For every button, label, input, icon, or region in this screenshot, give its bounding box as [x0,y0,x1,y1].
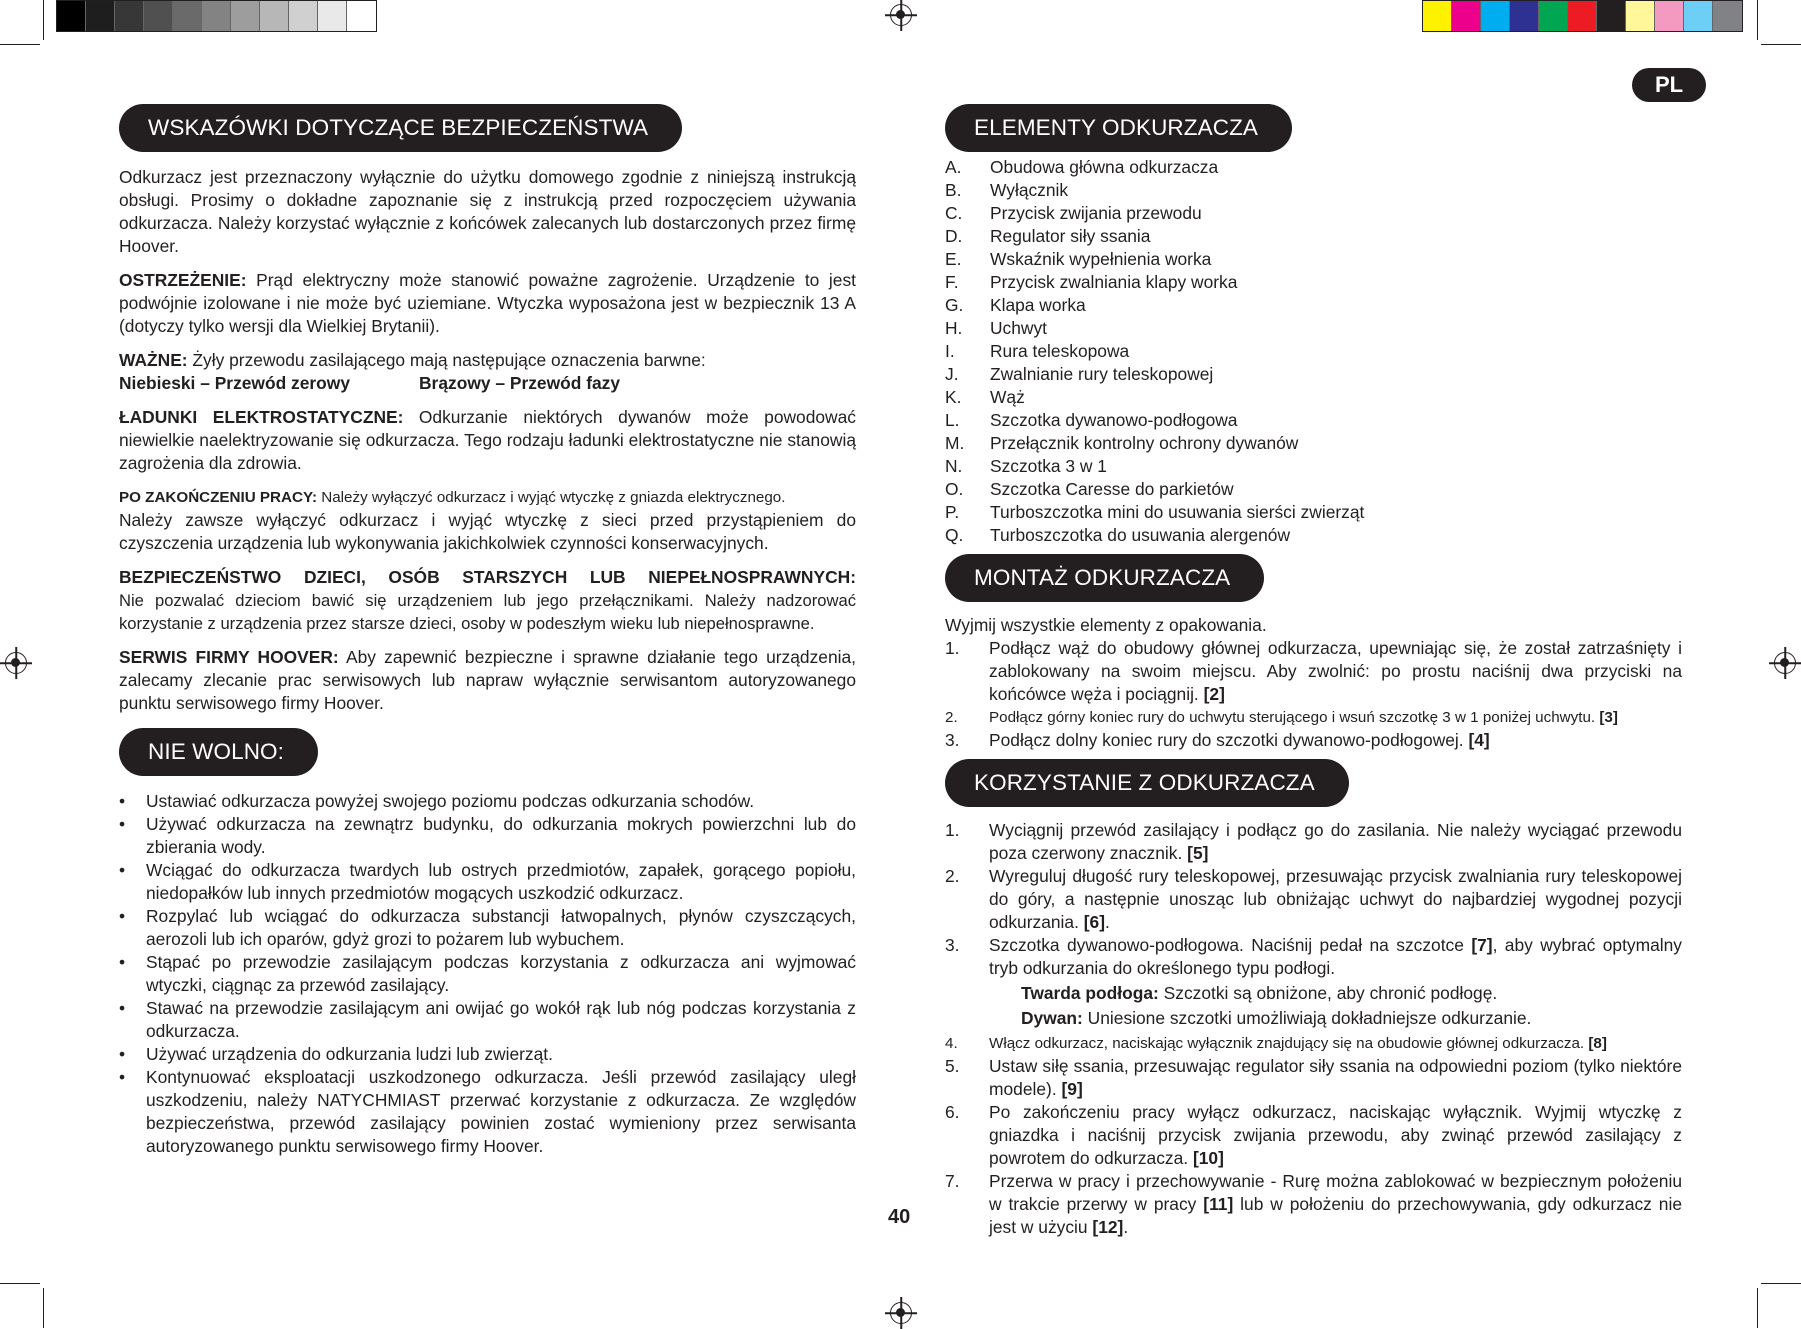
list-item [945,478,1682,501]
item-text: Rura teleskopowa [990,341,1130,361]
list-item [945,865,1682,934]
swatch [347,1,376,31]
step-text [989,1032,1682,1055]
step-number: 3. [945,730,960,750]
list-item-text: Stąpać po przewodzie zasilającym podczas korzystania z odkurzacza ani wyjmować wtyczki, ciągnąc za przewód zasilający. [146,952,856,995]
list-item [945,248,1682,271]
step-number: 1. [945,638,960,658]
list-item [945,432,1682,455]
item-key: P. [945,502,960,522]
swatch [144,1,173,31]
dont-heading: NIE WOLNO: [119,728,318,776]
step-number: 3. [945,935,960,955]
crop-mark [43,0,44,40]
safety-heading: WSKAZÓWKI DOTYCZĄCE BEZPIECZEŃSTWA [119,104,682,152]
list-item [945,729,1682,752]
list-item [119,1066,856,1158]
right-column [945,104,1682,1239]
step-body: Podłącz wąż do obudowy głównej odkurzacza, upewniając się, że został zatrzaśnięty i zablokowany na swoim miejscu. Aby zwolnić: po prostu naciśnij dwa przyciski na końcówce węża i pociągnij. [989,638,1682,704]
service-paragraph [119,646,856,715]
item-text: Zwalnianie rury teleskopowej [990,364,1214,384]
list-item-text: Używać odkurzacza na zewnątrz budynku, do odkurzania mokrych powierzchni lub do zbierania wody. [146,814,856,857]
list-item [119,905,856,951]
item-key: F. [945,272,959,292]
important-paragraph [119,349,856,372]
crop-mark [1757,0,1758,40]
cmyk-color-bar [1422,0,1743,32]
item-key: J. [945,364,959,384]
static-label: ŁADUNKI ELEKTROSTATYCZNE: [119,407,404,427]
swatch [1481,1,1510,31]
left-column [119,104,856,1158]
item-text: Turboszczotka do usuwania alergenów [990,525,1290,545]
step-text [989,819,1682,865]
crop-mark [0,44,40,45]
carpet-text: Uniesione szczotki umożliwiają dokładniejsze odkurzanie. [1082,1008,1532,1028]
step-body-cont: lub w położeniu do przechowywania, gdy odkurzacz nie jest w użyciu [989,1194,1682,1237]
item-key: L. [945,410,960,430]
step-body: Podłącz górny koniec rury do uchwytu sterującego i wsuń szczotkę 3 w 1 poniżej uchwytu. [989,709,1600,726]
list-item [945,156,1682,179]
service-text: Aby zapewnić bezpieczne i sprawne działanie tego urządzenia, zalecamy zlecanie prac serwisowych lub napraw wyłącznie serwisantom autoryzowanego punktu serwisowego firmy Hoover. [119,647,857,713]
bullet: • [119,814,126,834]
crop-mark [1761,44,1801,45]
bullet: • [119,1044,126,1064]
swatch [1684,1,1713,31]
elements-list [945,156,1682,547]
step-number: 5. [945,1056,960,1076]
bullet: • [119,998,126,1018]
warning-text: Prąd elektryczny może stanowić poważne zagrożenie. Urządzenie to jest podwójnie izolowane i nie może być uziemiane. Wtyczka wyposażona jest w bezpiecznik 13 A (dotyczy tylko wersji dla Wielkiej Brytanii). [119,270,856,336]
swatch [1539,1,1568,31]
item-text: Przycisk zwijania przewodu [990,203,1202,223]
item-key: H. [945,318,963,338]
step-body: Szczotka dywanowo-podłogowa. Naciśnij pedał na szczotce [989,935,1472,955]
swatch [289,1,318,31]
carpet-note [945,1007,1682,1030]
step-body: Po zakończeniu pracy wyłącz odkurzacz, naciskając wyłącznik. Wyjmij wtyczkę z gniazdka i naciśnij przycisk zwijania przewodu, aby zwinąć przewód zasilający z powrotem do odkurzacza. [989,1102,1682,1168]
important-text: Żyły przewodu zasilającego mają następujące oznaczenia barwne: [187,350,706,370]
item-key: E. [945,249,962,269]
swatch [57,1,86,31]
list-item-text: Ustawiać odkurzacza powyżej swojego poziomu podczas odkurzania schodów. [146,791,755,811]
step-number: 1. [945,820,960,840]
step-number: 2. [945,866,960,886]
step-body: Podłącz dolny koniec rury do szczotki dywanowo-podłogowej. [989,730,1469,750]
step-text [989,637,1682,706]
item-text: Szczotka 3 w 1 [990,456,1107,476]
figure-ref: [9] [1061,1079,1083,1099]
list-item [945,706,1682,729]
usage-steps-cont [945,1032,1682,1239]
static-paragraph [119,406,856,475]
warning-label: OSTRZEŻENIE: [119,270,247,290]
item-text: Wąż [990,387,1025,407]
step-body: Wyciągnij przewód zasilający i podłącz go do zasilania. Nie należy wyciągać przewodu poza czerwony znacznik. [989,820,1682,863]
list-item [945,409,1682,432]
item-text: Przełącznik kontrolny ochrony dywanów [990,433,1299,453]
assembly-heading: MONTAŻ ODKURZACZA [945,554,1264,602]
step-body: Przerwa w pracy i przechowywanie - Rurę można zablokować w bezpiecznym położeniu w trakcie przerwy w pracy [989,1171,1682,1214]
registration-mark-icon [890,4,912,26]
list-item [945,1101,1682,1170]
item-key: M. [945,433,965,453]
step-number: 2. [945,709,958,726]
list-item [945,524,1682,547]
item-text: Przycisk zwalniania klapy worka [990,272,1238,292]
step-body: Włącz odkurzacz, naciskając wyłącznik znajdujący się na obudowie głównej odkurzacza. [989,1035,1589,1052]
item-text: Wyłącznik [990,180,1069,200]
figure-ref: [4] [1468,730,1490,750]
item-text: Wskaźnik wypełnienia worka [990,249,1212,269]
registration-mark-icon [1774,652,1796,674]
item-text: Obudowa główna odkurzacza [990,157,1219,177]
figure-ref: [7] [1471,935,1493,955]
children-label: BEZPIECZEŃSTWO DZIECI, OSÓB STARSZYCH LUB NIEPEŁNOSPRAWNYCH: [119,567,856,587]
swatch [86,1,115,31]
figure-ref: [3] [1599,709,1618,726]
list-item [945,934,1682,980]
step-number: 4. [945,1035,958,1052]
bullet: • [119,1067,126,1087]
grey-color-bar [56,0,377,32]
hard-floor-label: Twarda podłoga: [1021,983,1159,1003]
figure-ref: [2] [1203,684,1225,704]
item-text: Szczotka Caresse do parkietów [990,479,1234,499]
list-item [945,340,1682,363]
list-item [945,317,1682,340]
step-text [989,1055,1682,1101]
swatch [202,1,231,31]
after-use-text: Należy wyłączyć odkurzacz i wyjąć wtyczkę z gniazda elektrycznego. [317,489,786,506]
step-end: . [1105,912,1110,932]
item-key: G. [945,295,964,315]
list-item [945,294,1682,317]
list-item [945,501,1682,524]
wire-blue: Niebieski – Przewód zerowy [119,373,350,393]
swatch [1510,1,1539,31]
usage-heading: KORZYSTANIE Z ODKURZACZA [945,759,1349,807]
list-item [119,859,856,905]
list-item [945,386,1682,409]
swatch [318,1,347,31]
usage-steps [945,819,1682,980]
bullet: • [119,952,126,972]
list-item [945,202,1682,225]
list-item [945,225,1682,248]
list-item-text: Rozpylać lub wciągać do odkurzacza substancji łatwopalnych, płynów czyszczących, aerozoli lub ich oparów, gdyż grozi to pożarem lub wybuchem. [146,906,856,949]
assembly-intro: Wyjmij wszystkie elementy z opakowania. [945,615,1267,635]
registration-mark-icon [890,1302,912,1324]
after-use-text-2: Należy zawsze wyłączyć odkurzacz i wyjąć wtyczkę z sieci przed przystąpieniem do czyszczenia urządzenia lub wykonywania jakichkolwiek czynności konserwacyjnych. [119,510,856,553]
list-item [945,1032,1682,1055]
item-key: O. [945,479,964,499]
safety-intro: Odkurzacz jest przeznaczony wyłącznie do użytku domowego zgodnie z niniejszą instrukcją obsługi. Prosimy o dokładne zapoznanie się z instrukcją przed rozpoczęciem używania odkurzacza. Należy korzystać wyłącznie z końcówek zalecanych lub dostarczonych przez firmę Hoover. [119,167,856,256]
figure-ref: [10] [1192,1148,1224,1168]
list-item-text: Kontynuować eksploatacji uszkodzonego odkurzacza. Jeśli przewód zasilający uległ uszkodzeniu, należy NATYCHMIAST przerwać korzystanie z odkurzacza. Ze względów bezpieczeństwa, przewód zasilający powinien zostać wymieniony przez serwisanta autoryzowanego punktu serwisowego firmy Hoover. [146,1067,856,1156]
service-label: SERWIS FIRMY HOOVER: [119,647,339,667]
list-item [945,1055,1682,1101]
bullet: • [119,906,126,926]
swatch [173,1,202,31]
list-item [945,363,1682,386]
crop-mark [0,1283,40,1284]
language-badge: PL [1632,68,1706,102]
item-text: Uchwyt [990,318,1048,338]
list-item [119,813,856,859]
swatch [1452,1,1481,31]
figure-ref: [6] [1083,912,1106,932]
step-number: 6. [945,1102,960,1122]
item-text: Turboszczotka mini do usuwania sierści zwierząt [990,502,1365,522]
list-item [119,1043,856,1066]
list-item [945,271,1682,294]
swatch [1655,1,1684,31]
warning-paragraph [119,269,856,338]
swatch [231,1,260,31]
step-body: Wyreguluj długość rury teleskopowej, przesuwając przycisk zwalniania rury teleskopowej do góry, a następnie unosząc lub obniżając uchwyt do najbardziej wygodnej pozycji odkurzania. [989,866,1682,932]
item-key: A. [945,157,962,177]
list-item [945,819,1682,865]
step-end: . [1123,1217,1129,1237]
list-item [119,790,856,813]
list-item [119,951,856,997]
swatch [1713,1,1742,31]
figure-ref: [11] [1203,1194,1234,1214]
carpet-label: Dywan: [1021,1008,1083,1028]
page-number: 40 [888,1206,911,1228]
list-item [945,637,1682,706]
swatch [1626,1,1655,31]
step-text [989,934,1682,980]
step-body: Ustaw siłę ssania, przesuwając regulator siły ssania na odpowiedni poziom (tylko niektóre modele). [989,1056,1682,1099]
item-key: Q. [945,525,964,545]
dont-list [119,790,856,1158]
wire-colors [119,372,856,395]
list-item [945,179,1682,202]
crop-mark [43,1288,44,1328]
item-key: D. [945,226,963,246]
item-key: B. [945,180,962,200]
step-text [989,1101,1682,1170]
item-key: K. [945,387,962,407]
swatch [1597,1,1626,31]
elements-heading: ELEMENTY ODKURZACZA [945,104,1292,152]
after-use-paragraph [119,486,856,509]
swatch [1423,1,1452,31]
item-key: C. [945,203,963,223]
list-item [119,997,856,1043]
after-use-label: PO ZAKOŃCZENIU PRACY: [119,489,318,506]
children-text: Nie pozwalać dzieciom bawić się urządzeniem lub jego przełącznikami. Należy nadzorować korzystanie z urządzenia przez starsze dzieci, osoby w podeszłym wieku lub niepełnosprawne. [119,591,856,633]
item-text: Szczotka dywanowo-podłogowa [990,410,1238,430]
crop-mark [1757,1288,1758,1328]
list-item-text: Wciągać do odkurzacza twardych lub ostrych przedmiotów, zapałek, gorącego popiołu, niedopałków lub innych przedmiotów mogących uszkodzić odkurzacz. [146,860,856,903]
static-text: Odkurzanie niektórych dywanów może powodować niewielkie naelektryzowanie się odkurzacza. Tego rodzaju ładunki elektrostatyczne nie stanowią zagrożenia dla zdrowia. [119,407,856,473]
figure-ref: [8] [1588,1035,1607,1052]
figure-ref: [5] [1187,843,1209,863]
figure-ref: [12] [1092,1217,1124,1237]
bullet: • [119,860,126,880]
step-body-cont: , aby wybrać optymalny tryb odkurzania do określonego typu podłogi. [989,935,1682,978]
crop-mark [1761,1283,1801,1284]
step-text [989,1170,1682,1239]
item-text: Regulator siły ssania [990,226,1151,246]
hard-floor-note [945,982,1682,1005]
important-label: WAŻNE: [119,350,188,370]
swatch [115,1,144,31]
list-item-text: Używać urządzenia do odkurzania ludzi lub zwierząt. [146,1044,553,1064]
item-key: I. [945,341,955,361]
wire-brown: Brązowy – Przewód fazy [419,373,621,393]
assembly-steps [945,637,1682,752]
list-item-text: Stawać na przewodzie zasilającym ani owijać go wokół rąk lub nóg podczas korzystania z odkurzacza. [146,998,856,1041]
step-text [989,729,1682,752]
swatch [1568,1,1597,31]
item-text: Klapa worka [990,295,1086,315]
step-text [989,865,1682,934]
step-text [989,706,1682,729]
step-number: 7. [945,1171,960,1191]
hard-floor-text: Szczotki są obniżone, aby chronić podłogę. [1158,983,1498,1003]
list-item [945,455,1682,478]
item-key: N. [945,456,963,476]
swatch [260,1,289,31]
registration-mark-icon [5,652,27,674]
list-item [945,1170,1682,1239]
bullet: • [119,791,126,811]
